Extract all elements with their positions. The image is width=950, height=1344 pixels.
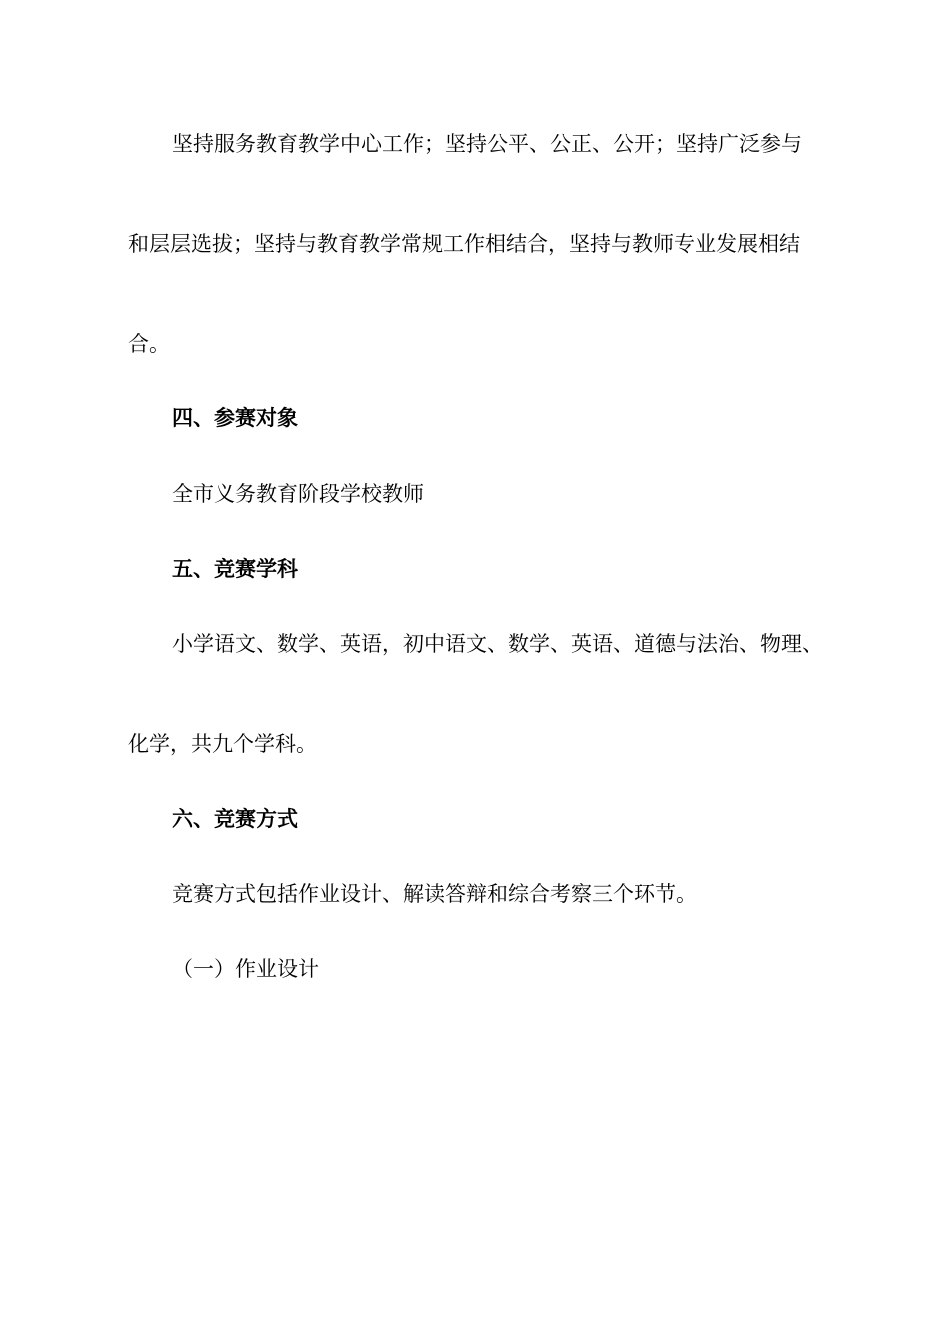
section-6-subheading: （一）作业设计 [172, 957, 319, 981]
section-5-body-line-2: 化学，共九个学科。 [128, 732, 317, 756]
section-4-body: 全市义务教育阶段学校教师 [172, 482, 424, 506]
principles-line-1: 坚持服务教育教学中心工作；坚持公平、公正、公开；坚持广泛参与 [172, 132, 802, 156]
section-4-heading: 四、参赛对象 [172, 406, 298, 430]
section-5-body-line-1: 小学语文、数学、英语，初中语文、数学、英语、道德与法治、物理、 [172, 632, 823, 656]
section-5-heading: 五、竞赛学科 [172, 557, 298, 581]
section-6-body: 竞赛方式包括作业设计、解读答辩和综合考察三个环节。 [172, 882, 697, 906]
principles-line-2: 和层层选拔；坚持与教育教学常规工作相结合，坚持与教师专业发展相结 [128, 232, 800, 256]
principles-line-3: 合。 [128, 332, 170, 356]
section-6-heading: 六、竞赛方式 [172, 807, 298, 831]
